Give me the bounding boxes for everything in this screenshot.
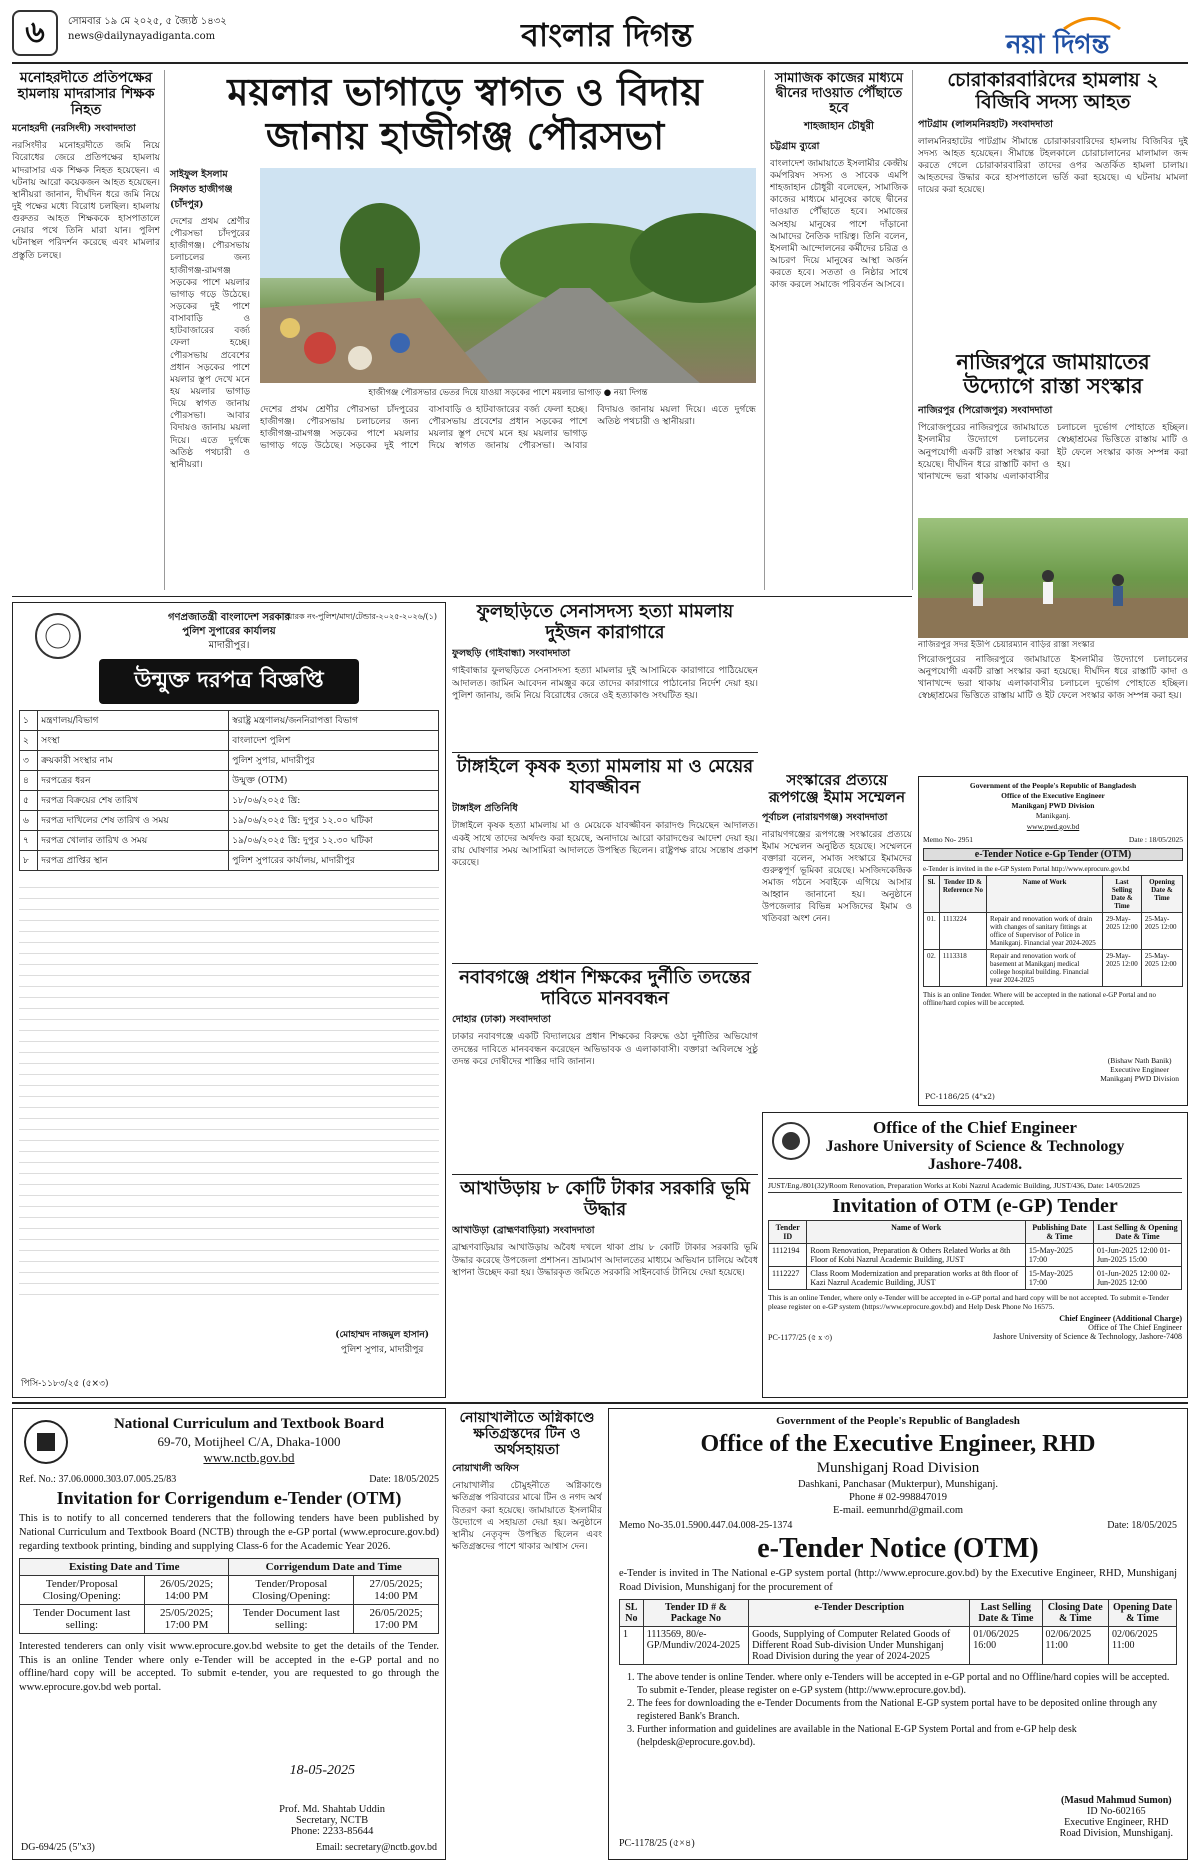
table-row xyxy=(924,949,1183,986)
police-filler-lines xyxy=(19,877,439,1297)
lead-photo xyxy=(260,168,756,383)
nctb-web-link[interactable]: www.nctb.gov.bd xyxy=(203,1450,295,1465)
table-cell: 02/06/2025 11:00 xyxy=(1042,1627,1109,1665)
article-headline: মনোহরদীতে প্রতিপক্ষের হামলায় মাদরাসার শিক্ষক নিহত xyxy=(17,70,155,119)
nctb-address: 69-70, Motijheel C/A, Dhaka-1000 xyxy=(157,1433,341,1449)
rhd-intro: e-Tender is invited in The National e-GP system portal (http://www.eprocure.gov.bd) by the Executive Engineer, RHD, Munshiganj Road Division, Munshiganj for the procurement of xyxy=(619,1567,1177,1593)
table-cell: দরপত্র বিক্রয়ের শেষ তারিখ xyxy=(38,791,229,811)
table-header: SL No xyxy=(620,1600,644,1627)
news-headline: আখাউড়ায় ৮ কোটি টাকার সরকারি ভূমি উদ্ধার xyxy=(460,1178,750,1220)
rhd-address: Dashkani, Panchasar (Mukterpur), Munshiganj. xyxy=(797,1478,999,1490)
table-row xyxy=(20,851,439,871)
pwd-code: PC-1186/25 (4"x2) xyxy=(925,1092,995,1101)
nctb-ref: Ref. No.: 37.06.0000.303.07.005.25/83 xyxy=(19,1474,177,1486)
news-headline: সংস্কারের প্রত্যয়ে রূপগঞ্জে ইমাম সম্মেলন xyxy=(768,772,906,807)
news-byline: ফুলছড়ি (গাইবান্ধা) সংবাদদাতা xyxy=(452,648,571,660)
page-number-badge xyxy=(12,10,58,56)
article-byline: মনোহরদী (নরসিংদী) সংবাদদাতা xyxy=(12,123,136,135)
news-nawabganj xyxy=(452,964,758,1174)
table-cell: 29-May-2025 12:00 xyxy=(1103,912,1142,949)
road-repair-photo xyxy=(918,518,1188,638)
article-body: বাংলাদেশ জামায়াতে ইসলামীর কেন্দ্রীয় কর্মপরিষদ সদস্য ও সাবেক এমপি শাহজাহান চৌধুরী বলেছেন, সামাজিক কাজের মাধ্যমে মানুষের কাছে দ্বীনের দাওয়াত পৌঁছাতে হবে। সমাজের অসহায় মানুষের পাশে দাঁড়ানো আমাদের নৈতিক দায়িত্ব। তিনি বলেন, ইসলামী আন্দোলনের কর্মীদের চরিত্র ও আচরণ দিয়ে মানুষের আস্থা অর্জন করতে হবে। সততা ও নিষ্ঠার সাথে কাজ করলে সমাজে পরিবর্তন আসবে। xyxy=(770,158,908,291)
rhd-date: Date: 18/05/2025 xyxy=(1107,1519,1177,1531)
just-tender-ad xyxy=(762,1112,1188,1398)
email-link[interactable]: news@dailynayadiganta.com xyxy=(68,31,216,42)
lead-body-continued: দেশের প্রথম শ্রেণীর পৌরসভা চাঁদপুরের হাজীগঞ্জ। পৌরসভায় চলাচলের জন্য হাজীগঞ্জ-রামগঞ্জ সড়কের পাশে ময়লার ভাগাড় গড়ে উঠেছে। সড়কের দুই পাশে বাসাবাড়ি ও হাটবাজারের বর্জ্য ফেলা হচ্ছে। পৌরসভায় প্রবেশের প্রধান সড়কের পাশে ময়লার স্তূপ দেখে মনে হয় ময়লার ভাগাড় দিয়ে স্বাগত জানায় পৌরসভা। আবার বিদায়ও জানায় ময়লা দিয়ে। এতে দুর্গন্ধে অতিষ্ঠ পথচারী ও স্থানীয়রা। xyxy=(260,405,756,452)
police-office: পুলিশ সুপারের কার্যালয় xyxy=(182,626,276,637)
nctb-title: National Curriculum and Textbook Board xyxy=(113,1416,385,1432)
table-row xyxy=(20,791,439,811)
table-header: Last Selling Date & Time xyxy=(1103,875,1142,912)
pwd-tender-table xyxy=(923,875,1183,987)
news-tangail xyxy=(452,753,758,963)
lead-headline: ময়লার ভাগাড়ে স্বাগত ও বিদায় জানায় হাজীগঞ্জ পৌরসভা xyxy=(227,69,703,158)
just-university: Jashore University of Science & Technology xyxy=(825,1137,1125,1155)
table-cell: পুলিশ সুপারের কার্যালয়, মাদারীপুর xyxy=(229,851,439,871)
table-cell: ৭ xyxy=(20,831,38,851)
news-fulchhari xyxy=(452,602,758,752)
table-row xyxy=(20,771,439,791)
news-headline: টাঙ্গাইলে কৃষক হত্যা মামলায় মা ও মেয়ের যাবজ্জীবন xyxy=(456,756,754,798)
pwd-signer-office: Manikganj PWD Division xyxy=(1100,1074,1179,1083)
just-tender-table xyxy=(768,1220,1182,1290)
just-place: Jashore-7408. xyxy=(927,1155,1023,1173)
just-note: This is an online Tender, where only e-Tender will be accepted in e-GP portal and hard copy will be not accepted. To submit e-Tender please register on e-GP system (https://www.eprocure.gov.bd) and Help Desk Phone No 16575. xyxy=(768,1293,1169,1312)
pwd-tender-title: e-Tender Notice e-Gp Tender (OTM) xyxy=(923,848,1183,861)
table-header: Name of Work xyxy=(987,875,1103,912)
table-cell: সংস্থা xyxy=(38,731,229,751)
table-cell: দরপত্র প্রাপ্তির স্থান xyxy=(38,851,229,871)
news-body: ঢাকার নবাবগঞ্জে একটি বিদ্যালয়ের প্রধান শিক্ষকের বিরুদ্ধে ওঠা দুর্নীতির অভিযোগ তদন্তের দাবিতে মানববন্ধন করেছেন অভিভাবক ও এলাকাবাসী। বক্তারা অবিলম্বে সুষ্ঠু তদন্ত করে দোষীদের শাস্তির দাবি জানান। xyxy=(452,1032,758,1067)
rhd-signer-title: Executive Engineer, RHD xyxy=(1064,1817,1169,1828)
table-cell: বাংলাদেশ পুলিশ xyxy=(229,731,439,751)
article-byline: চট্টগ্রাম ব্যুরো xyxy=(770,140,820,152)
table-cell: 29-May-2025 12:00 xyxy=(1103,949,1142,986)
nctb-code: DG-694/25 (5"x3) xyxy=(21,1842,95,1853)
table-header: Last Selling Date & Time xyxy=(970,1600,1042,1627)
pwd-division: Manikganj PWD Division xyxy=(1011,801,1095,811)
just-signer-office: Office of The Chief Engineer xyxy=(1088,1323,1182,1333)
table-row xyxy=(20,751,439,771)
nctb-signer: Prof. Md. Shahtab Uddin xyxy=(279,1804,385,1815)
table-cell: ১৮/০৬/২০২৫ খ্রি: xyxy=(229,791,439,811)
table-row xyxy=(20,731,439,751)
lead-story xyxy=(170,70,760,590)
table-cell: Repair and renovation work of drain with changes of sanitary fittings at office of Supervisor of Police in Manikganj. Financial year 2024-2025 xyxy=(987,912,1103,949)
nctb-tender-ad xyxy=(12,1408,446,1860)
table-header: e-Tender Description xyxy=(749,1600,970,1627)
table-cell: 1112227 xyxy=(769,1267,807,1290)
nctb-intro: This is to notify to all concerned tenderers that the following tenders have been published by National Curriculum and Textbook Board (NCTB) through the e-GP portal (www.eprocure.gov.bd) regarding textbook printing, binding and supplying Class-6 for the Academic Year 2026. xyxy=(19,1513,439,1552)
news-body: নোয়াখালীর চৌমুহনীতে অগ্নিকাণ্ডে ক্ষতিগ্রস্ত পরিবারের মাঝে টিন ও নগদ অর্থ বিতরণ করা হয়েছে। জামায়াতে ইসলামীর উদ্যোগে এ সহায়তা দেয়া হয়। অনুষ্ঠানে স্থানীয় নেতৃবৃন্দ উপস্থিত ছিলেন এবং ক্ষতিগ্রস্তদের পাশে থাকার আশ্বাস দেন। xyxy=(452,1481,602,1552)
garbage-road-illustration xyxy=(260,168,756,383)
news-body: টাঙ্গাইলে কৃষক হত্যা মামলায় মা ও মেয়েকে যাবজ্জীবন কারাদণ্ড দিয়েছেন আদালত। একই সাথে তাদের অর্থদণ্ড করা হয়েছে, অনাদায়ে আরো কারাদণ্ডের আদেশ দেয়া হয়। রায় ঘোষণার সময় আসামিরা আদালতে উপস্থিত ছিলেন। রাষ্ট্রপক্ষ রায়ে সন্তোষ প্রকাশ করেছে। xyxy=(452,821,758,868)
nctb-date-table xyxy=(19,1558,439,1634)
rhd-division: Munshiganj Road Division xyxy=(816,1459,980,1476)
list-item: 1. The above tender is online Tender. where only e-Tenders will be accepted in e-GP portal and no Offline/hard copies will be accepted. To submit e-Tender, please register on e-GP system (http://www.eprocure.gov.bd). xyxy=(637,1671,1177,1697)
table-header: Opening Date & Time xyxy=(1109,1600,1177,1627)
table-cell: Room Renovation, Preparation & Others Related Works at 8th Floor of Kobi Nazrul Academic Building, JUST xyxy=(807,1244,1026,1267)
table-row xyxy=(769,1267,1182,1290)
rhd-gov: Government of the People's Republic of Bangladesh xyxy=(776,1415,1020,1427)
police-emblem-icon xyxy=(33,611,83,661)
news-akhaura xyxy=(452,1175,758,1397)
table-cell: Tender Document last selling: xyxy=(20,1605,145,1634)
news-headline: নবাবগঞ্জে প্রধান শিক্ষকের দুর্নীতি তদন্তের দাবিতে মানববন্ধন xyxy=(459,967,751,1009)
pwd-memo: Memo No- 2951 xyxy=(923,834,973,844)
police-place: মাদারীপুর। xyxy=(208,640,250,651)
workers-illustration xyxy=(918,518,1188,638)
table-row xyxy=(20,831,439,851)
lead-byline: সাইফুল ইসলাম সিফাত হাজীগঞ্জ (চাঁদপুর) xyxy=(170,169,233,210)
table-cell: দরপত্র খোলার তারিখ ও সময় xyxy=(38,831,229,851)
nctb-phone: Phone: 2233-85644 xyxy=(290,1826,374,1837)
table-cell: 26/05/2025; 17:00 PM xyxy=(354,1605,439,1634)
article-headline: চোরাকারবারিদের হামলায় ২ বিজিবি সদস্য আহত xyxy=(947,70,1159,113)
table-cell: 02. xyxy=(924,949,940,986)
nctb-logo-icon xyxy=(23,1419,69,1465)
table-header: Name of Work xyxy=(807,1221,1026,1244)
list-item: 3. Further information and guidelines are available in the National E-GP System Portal and from e-GP help desk (helpdesk@eprocure.gov.bd). xyxy=(637,1723,1177,1749)
table-cell: পুলিশ সুপার, মাদারীপুর xyxy=(229,751,439,771)
article-body: লালমনিরহাটের পাটগ্রাম সীমান্তে চোরাকারবারিদের হামলায় বিজিবির দুই সদস্য আহত হয়েছেন। সীমান্তে টহলকালে চোরাচালানের মালামাল জব্দ করতে গেলে চোরাকারবারিরা তাদের ওপর অতর্কিত হামলা চালায়। আহতদের উদ্ধার করে হাসপাতালে ভর্তি করা হয়েছে। এ ঘটনায় মামলা দায়ের করা হয়েছে। xyxy=(918,136,1188,196)
table-row xyxy=(769,1244,1182,1267)
article-body-continued: পিরোজপুরের নাজিরপুরে জামায়াতে ইসলামীর উদ্যোগে চলাচলের অনুপযোগী একটি রাস্তা সংস্কার করা হয়েছে। দীর্ঘদিন ধরে রাস্তাটি কাদা ও খানাখন্দে ভরা থাকায় এলাকাবাসীর চলাচলে দুর্ভোগ পোহাতে হচ্ছিল। স্বেচ্ছাশ্রমের ভিত্তিতে রাস্তায় মাটি ও ইট ফেলে সংস্কার কাজ সম্পন্ন করা হয়। xyxy=(918,654,1188,702)
table-cell: 01-Jun-2025 12:00 02-Jun-2025 12:00 xyxy=(1093,1267,1181,1290)
table-cell: ২ xyxy=(20,731,38,751)
pwd-signer-title: Executive Engineer xyxy=(1110,1065,1170,1074)
article-headline: সামাজিক কাজের মাধ্যমে দ্বীনের দাওয়াত পৌঁছাতে হবে xyxy=(774,72,904,116)
lead-body: দেশের প্রথম শ্রেণীর পৌরসভা চাঁদপুরের হাজীগঞ্জ। পৌরসভায় চলাচলের জন্য হাজীগঞ্জ-রামগঞ্জ সড়কের পাশে ময়লার ভাগাড় গড়ে উঠেছে। সড়কের দুই পাশে বাসাবাড়ি ও হাটবাজারের বর্জ্য ফেলা হচ্ছে। পৌরসভায় প্রবেশের প্রধান সড়কের পাশে ময়লার স্তূপ দেখে মনে হয় ময়লার ভাগাড় দিয়ে স্বাগত জানায় পৌরসভা। আবার বিদায়ও জানায় ময়লা দিয়ে। এতে দুর্গন্ধে অতিষ্ঠ পথচারী ও স্থানীয়রা। xyxy=(170,217,250,470)
pwd-date: Date : 18/05/2025 xyxy=(1128,834,1183,844)
rhd-signer: (Masud Mahmud Sumon) xyxy=(1061,1795,1172,1806)
table-header: Publishing Date & Time xyxy=(1025,1221,1093,1244)
table-cell: 01-Jun-2025 12:00 01-Jun-2025 15:00 xyxy=(1093,1244,1181,1267)
police-tender-table xyxy=(19,710,439,871)
table-cell: ১৯/০৬/২০২৫ খ্রি: দুপুর ১২.০০ ঘটিকা xyxy=(229,811,439,831)
table-cell: 01. xyxy=(924,912,940,949)
rhd-signer-office: Road Division, Munshiganj. xyxy=(1059,1828,1173,1839)
table-row xyxy=(20,1605,439,1634)
rhd-heading: e-Tender Notice (OTM) xyxy=(757,1532,1039,1564)
news-body: নারায়ণগঞ্জের রূপগঞ্জে সংস্কারের প্রত্যয়ে ইমাম সম্মেলন অনুষ্ঠিত হয়েছে। সম্মেলনে বক্তারা বলেন, সমাজ সংস্কারে ইমামদের গুরুত্বপূর্ণ ভূমিকা রয়েছে। মসজিদকেন্দ্রিক সমাজ গঠনে সবাইকে এগিয়ে আসার আহ্বান জানানো হয়। অনুষ্ঠানে উপজেলার বিভিন্ন মসজিদের ইমাম ও খতিবরা অংশ নেন। xyxy=(762,829,912,925)
table-row xyxy=(20,1576,439,1605)
table-cell: Repair and renovation work of basement at Manikganj medical college hospital building. Financial year 2024-2025 xyxy=(987,949,1103,986)
nctb-date: Date: 18/05/2025 xyxy=(369,1474,439,1486)
police-signer-title: পুলিশ সুপার, মাদারীপুর xyxy=(340,1345,424,1355)
table-cell: উন্মুক্ত (OTM) xyxy=(229,771,439,791)
table-cell: 02/06/2025 11:00 xyxy=(1109,1627,1177,1665)
list-item: 2. The fees for downloading the e-Tender Documents from the National E-GP system portal have to be deposited online through any registered Bank's Branch. xyxy=(637,1697,1177,1723)
table-header: Sl. xyxy=(924,875,940,912)
police-tender-ad xyxy=(12,602,446,1398)
article-right xyxy=(918,70,1188,340)
just-title: Office of the Chief Engineer xyxy=(873,1118,1077,1137)
article-byline2: শাহজাহান চৌধুরী xyxy=(804,120,874,132)
nctb-signer-title: Secretary, NCTB xyxy=(295,1815,369,1826)
pwd-tender-ad xyxy=(918,776,1188,1106)
table-cell: ৫ xyxy=(20,791,38,811)
table-cell: 25-May-2025 12:00 xyxy=(1141,912,1182,949)
nctb-col-corrigendum: Corrigendum Date and Time xyxy=(229,1559,439,1576)
just-heading: Invitation of OTM (e-GP) Tender xyxy=(832,1195,1118,1218)
nctb-signature: 18-05-2025 xyxy=(289,1763,355,1778)
rhd-memo: Memo No-35.01.5900.447.04.008-25-1374 xyxy=(619,1519,793,1531)
pwd-note: This is an online Tender. Where will be accepted in the national e-GP Portal and no offline/hard copies will be accepted. xyxy=(923,990,1157,1007)
logo-text: নয়া দিগন্ত xyxy=(1006,30,1110,60)
masthead xyxy=(12,8,1188,60)
table-cell: 25/05/2025; 17:00 PM xyxy=(144,1605,229,1634)
police-signer: (মোহাম্মদ নাজমুল হাসান) xyxy=(335,1330,429,1340)
nctb-email[interactable]: Email: secretary@nctb.gov.bd xyxy=(315,1842,437,1853)
pwd-office: Office of the Executive Engineer xyxy=(1001,791,1105,801)
pwd-gov: Government of the People's Republic of Bangladesh xyxy=(969,781,1137,790)
nctb-heading: Invitation for Corrigendum e-Tender (OTM) xyxy=(56,1488,402,1509)
news-byline: টাঙ্গাইল প্রতিনিধি xyxy=(452,803,518,815)
table-row xyxy=(20,711,439,731)
article-headline: নাজিরপুরে জামায়াতের উদ্যোগে রাস্তা সংস্কার xyxy=(956,350,1150,399)
rhd-phone: Phone # 02-998847019 xyxy=(849,1491,947,1503)
just-signer: Chief Engineer (Additional Charge) xyxy=(1059,1314,1182,1324)
rhd-title: Office of the Executive Engineer, RHD xyxy=(700,1430,1096,1457)
news-byline: আখাউড়া (ব্রাহ্মণবাড়িয়া) সংবাদদাতা xyxy=(452,1225,595,1237)
nctb-col-existing: Existing Date and Time xyxy=(20,1559,229,1576)
article-body: নরসিংদীর মনোহরদীতে জমি নিয়ে বিরোধের জেরে প্রতিপক্ষের হামলায় মাদরাসার এক শিক্ষক নিহত হয়েছেন। এ ঘটনায় আরো কয়েকজন আহত হয়েছেন। স্থানীয়রা জানান, দীর্ঘদিন ধরে জমি নিয়ে দুই পক্ষের মধ্যে বিরোধ চলছিল। হামলায় গুরুতর আহত শিক্ষককে হাসপাতালে নেয়ার পথে তিনি মারা যান। পুলিশ ঘটনাস্থল পরিদর্শন করেছে এবং মামলার প্রস্তুতি চলছে। xyxy=(12,141,160,261)
table-header: Tender ID xyxy=(769,1221,807,1244)
photo-caption: নাজিরপুর সদর ইউপি চেয়ারম্যান বাড়ির রাস্তা সংস্কার xyxy=(918,640,1095,651)
rhd-code: PC-1178/25 (৫×৪) xyxy=(619,1838,695,1849)
lead-photo-caption: হাজীগঞ্জ পৌরসভার ভেতর দিয়ে যাওয়া সড়কের পাশে ময়লার ভাগাড় ● নয়া দিগন্ত xyxy=(368,388,648,398)
article-mid xyxy=(770,72,908,590)
table-header: Opening Date & Time xyxy=(1141,875,1182,912)
news-column-center xyxy=(452,602,758,1398)
table-cell: Goods, Supplying of Computer Related Goods of Different Road Sub-division Under Munshiganj Road Division during the year of 2024-2025 xyxy=(749,1627,970,1665)
pwd-web-link[interactable]: www.pwd.gov.bd xyxy=(1026,821,1080,831)
police-code: পিসি-১১৮৩/২৫ (৫×৩) xyxy=(21,1379,109,1389)
rhd-tender-table xyxy=(619,1599,1177,1665)
section-title: বাংলার দিগন্ত xyxy=(521,16,693,54)
table-cell: 1113318 xyxy=(939,949,986,986)
table-cell: Tender Document last selling: xyxy=(229,1605,354,1634)
table-cell: Class Room Modernization and preparation works at 8th floor of Kazi Nazrul Academic Building, JUST xyxy=(807,1267,1026,1290)
table-cell: ৪ xyxy=(20,771,38,791)
table-cell: 1113224 xyxy=(939,912,986,949)
police-gov: গণপ্রজাতন্ত্রী বাংলাদেশ সরকার xyxy=(168,612,290,623)
table-cell: 25-May-2025 12:00 xyxy=(1141,949,1182,986)
table-cell: ক্রয়কারী সংস্থার নাম xyxy=(38,751,229,771)
police-memo: স্মারক নং-পুলিশ/মাদা/টেন্ডার-২০২৫-২০২৬/(১) xyxy=(285,612,437,621)
table-row xyxy=(924,912,1183,949)
table-cell: ১৯/০৬/২০২৫ খ্রি: দুপুর ১২.৩০ ঘটিকা xyxy=(229,831,439,851)
rhd-email[interactable]: E-mail. eemunrhd@gmail.com xyxy=(832,1504,964,1516)
table-header: Tender ID # & Package No xyxy=(643,1600,748,1627)
table-cell: ৬ xyxy=(20,811,38,831)
rhd-notes xyxy=(637,1671,1177,1749)
pwd-intro: e-Tender is invited in the e-GP System Portal http://www.eprocure.gov.bd xyxy=(923,864,1130,873)
table-cell: মন্ত্রণালয়/বিভাগ xyxy=(38,711,229,731)
table-cell: 1 xyxy=(620,1627,644,1665)
just-memo: JUST/Eng./801(32)/Room Renovation, Preparation Works at Kobi Nazrul Academic Building, JUST/436, Date: 14/05/2025 xyxy=(768,1178,1182,1193)
table-cell: Tender/Proposal Closing/Opening: xyxy=(20,1576,145,1605)
news-headline: ফুলছড়িতে সেনাসদস্য হত্যা মামলায় দুইজন কারাগারে xyxy=(476,602,734,643)
table-cell: Tender/Proposal Closing/Opening: xyxy=(229,1576,354,1605)
pwd-signer: (Bishaw Nath Banik) xyxy=(1107,1056,1172,1065)
table-cell: 15-May-2025 17:00 xyxy=(1025,1267,1093,1290)
table-row xyxy=(620,1627,1177,1665)
article-byline: পাটগ্রাম (লালমনিরহাট) সংবাদদাতা xyxy=(918,118,1053,130)
table-cell: দরপত্রের ধরন xyxy=(38,771,229,791)
article-left xyxy=(12,70,160,590)
pwd-place: Manikganj. xyxy=(1035,811,1071,821)
news-headline: নোয়াখালীতে অগ্নিকাণ্ডে ক্ষতিগ্রস্তদের টিন ও অর্থসহায়তা xyxy=(459,1410,595,1459)
table-row xyxy=(20,811,439,831)
article-right-2 xyxy=(918,350,1188,770)
just-code: PC-1177/25 (৫ x ৩) xyxy=(768,1333,833,1343)
table-cell: ৩ xyxy=(20,751,38,771)
nctb-note: Interested tenderers can only visit www.eprocure.gov.bd website to get the details of the Tender. This is an online Tender where only e-Tender will be accepted in the e-GP portal and no offline/hard copy will be accepted. To submit e-tender, you are requested to go through the www.eprocure.gov.bd web portal. xyxy=(19,1641,439,1694)
table-cell: ১ xyxy=(20,711,38,731)
news-byline: দোহার (ঢাকা) সংবাদদাতা xyxy=(452,1014,551,1026)
table-cell: 1112194 xyxy=(769,1244,807,1267)
table-cell: 27/05/2025; 14:00 PM xyxy=(354,1576,439,1605)
table-header: Last Selling & Opening Date & Time xyxy=(1093,1221,1181,1244)
date-line: সোমবার ১৯ মে ২০২৫, ৫ জ্যৈষ্ঠ ১৪৩২ xyxy=(68,16,227,27)
news-byline: পূর্বাচল (নারায়ণগঞ্জ) সংবাদদাতা xyxy=(762,811,888,823)
news-noakhali xyxy=(452,1410,602,1860)
article-body: পিরোজপুরের নাজিরপুরে জামায়াতে ইসলামীর উদ্যোগে চলাচলের অনুপযোগী একটি রাস্তা সংস্কার করা হয়েছে। দীর্ঘদিন ধরে রাস্তাটি কাদা ও খানাখন্দে ভরা থাকায় এলাকাবাসীর চলাচলে দুর্ভোগ পোহাতে হচ্ছিল। স্বেচ্ছাশ্রমের ভিত্তিতে রাস্তায় মাটি ও ইট ফেলে সংস্কার কাজ সম্পন্ন করা হয়। xyxy=(918,423,1188,482)
article-byline: নাজিরপুর (পিরোজপুর) সংবাদদাতা xyxy=(918,405,1053,417)
just-emblem-icon xyxy=(771,1121,811,1161)
page-number: ৬ xyxy=(25,14,45,50)
news-body: ব্রাহ্মণবাড়িয়ার আখাউড়ায় অবৈধ দখলে থাকা প্রায় ৮ কোটি টাকার সরকারি ভূমি উদ্ধার করেছে উপজেলা প্রশাসন। ভ্রাম্যমাণ আদালতের মাধ্যমে অভিযান চালিয়ে অবৈধ স্থাপনা উচ্ছেদ করা হয়। উদ্ধারকৃত জমিতে সরকারি সাইনবোর্ড টানিয়ে দেয়া হয়েছে। xyxy=(452,1243,758,1278)
logo xyxy=(1002,14,1188,60)
table-cell: দরপত্র দাখিলের শেষ তারিখ ও সময় xyxy=(38,811,229,831)
table-header: Tender ID & Reference No xyxy=(939,875,986,912)
table-cell: স্বরাষ্ট্র মন্ত্রণালয়/জননিরাপত্তা বিভাগ xyxy=(229,711,439,731)
table-cell: 1113569, 80/e-GP/Mundiv/2024-2025 xyxy=(643,1627,748,1665)
table-cell: 15-May-2025 17:00 xyxy=(1025,1244,1093,1267)
rhd-tender-ad xyxy=(608,1408,1188,1860)
table-header: Closing Date & Time xyxy=(1042,1600,1109,1627)
table-cell: 01/06/2025 16:00 xyxy=(970,1627,1042,1665)
news-body: গাইবান্ধার ফুলছড়িতে সেনাসদস্য হত্যা মামলার দুই আসামিকে কারাগারে পাঠিয়েছেন আদালত। জামিন আবেদন নামঞ্জুর করে তাদের কারাগারে পাঠানোর নির্দেশ দেয়া হয়। পুলিশ জানায়, জমি নিয়ে বিরোধের জেরে ওই হত্যাকাণ্ড সংঘটিত হয়। xyxy=(452,666,758,701)
table-cell: 26/05/2025; 14:00 PM xyxy=(144,1576,229,1605)
police-tender-title: উন্মুক্ত দরপত্র বিজ্ঞপ্তি xyxy=(99,659,359,704)
rhd-signer-id: ID No-602165 xyxy=(1087,1806,1146,1817)
news-byline: নোয়াখালী অফিস xyxy=(452,1463,519,1475)
table-cell: ৮ xyxy=(20,851,38,871)
just-signer-place: Jashore University of Science & Technology, Jashore-7408 xyxy=(992,1332,1182,1342)
